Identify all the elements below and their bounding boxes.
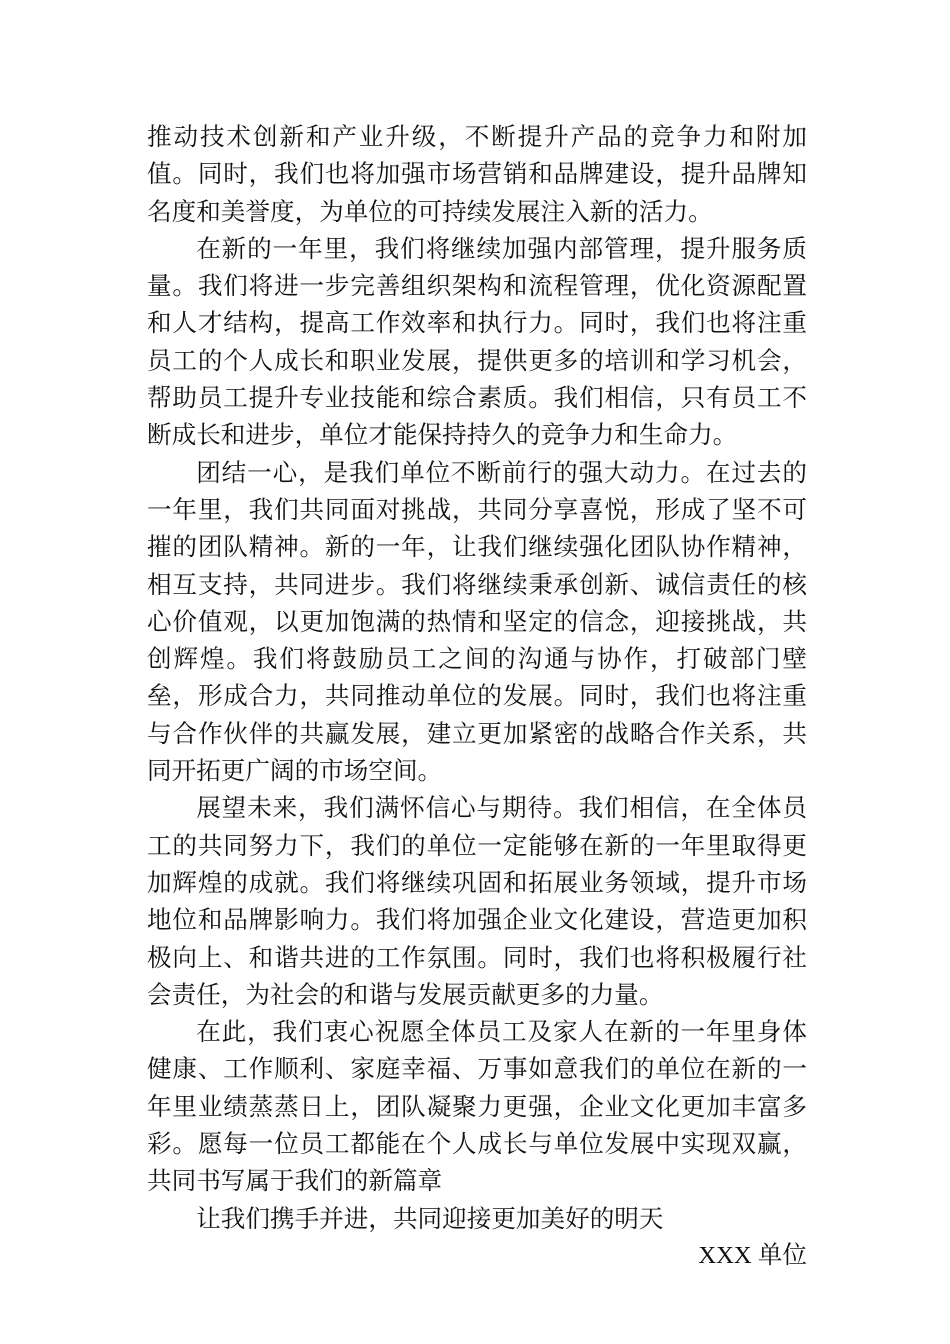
paragraph-teamwork: 团结一心，是我们单位不断前行的强大动力。在过去的一年里，我们共同面对挑战，共同分享喜悦，形成了坚不可摧的团队精神。新的一年，让我们继续强化团队协作精神，相互支持，共同进步。我们将继续秉承创新、诚信责任的核心价值观，以更加饱满的热情和坚定的信念，迎接挑战，共创辉煌。我们将鼓励员工之间的沟通与协作，打破部门壁垒，形成合力，共同推动单位的发展。同时，我们也将注重与合作伙伴的共赢发展，建立更加紧密的战略合作关系，共同开拓更广阔的市场空间。 bbox=[147, 457, 807, 786]
paragraph-wishes: 在此，我们衷心祝愿全体员工及家人在新的一年里身体健康、工作顺利、家庭幸福、万事如意我们的单位在新的一年里业绩蒸蒸日上，团队凝聚力更强，企业文化更加丰富多彩。愿每一位员工都能在个人成长与单位发展中实现双赢，共同书写属于我们的新篇章 bbox=[147, 1017, 807, 1196]
paragraph-continuation: 推动技术创新和产业升级，不断提升产品的竞争力和附加值。同时，我们也将加强市场营销和品牌建设，提升品牌知名度和美誉度，为单位的可持续发展注入新的活力。 bbox=[147, 122, 807, 226]
document-body bbox=[147, 118, 807, 1274]
paragraph-outlook: 展望未来，我们满怀信心与期待。我们相信，在全体员工的共同努力下，我们的单位一定能够在新的一年里取得更加辉煌的成就。我们将继续巩固和拓展业务领域，提升市场地位和品牌影响力。我们将加强企业文化建设，营造更加积极向上、和谐共进的工作氛围。同时，我们也将积极履行社会责任，为社会的和谐与发展贡献更多的力量。 bbox=[147, 793, 807, 1009]
paragraph-closing: 让我们携手并进，共同迎接更加美好的明天 bbox=[196, 1203, 664, 1233]
signature: XXX 单位 bbox=[698, 1241, 807, 1269]
paragraph-internal-management: 在新的一年里，我们将继续加强内部管理，提升服务质量。我们将进一步完善组织架构和流程管理，优化资源配置和人才结构，提高工作效率和执行力。同时，我们也将注重员工的个人成长和职业发展，提供更多的培训和学习机会，帮助员工提升专业技能和综合素质。我们相信，只有员工不断成长和进步，单位才能保持持久的竞争力和生命力。 bbox=[147, 233, 807, 450]
